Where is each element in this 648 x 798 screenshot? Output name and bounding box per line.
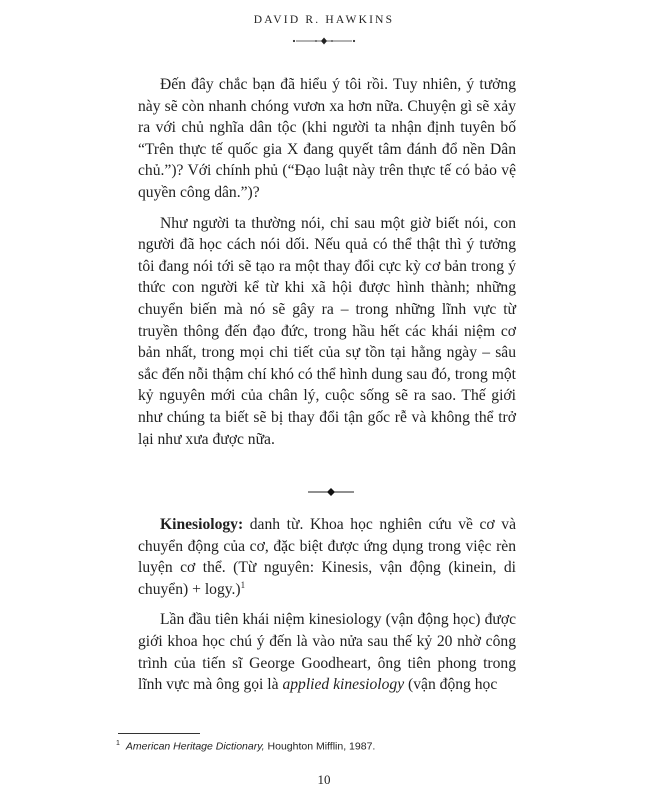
section-1-text — [138, 74, 516, 450]
paragraph-3-italic: applied kinesiology — [282, 676, 405, 694]
definition-paragraph — [138, 514, 516, 600]
definition-term: Kinesiology: — [160, 516, 244, 533]
running-head: DAVID R. HAWKINS — [253, 14, 395, 26]
page-number: 10 — [317, 772, 331, 787]
footnote-reference: 1 — [240, 579, 246, 590]
paragraph-3-text-a: Lần đầu tiên khái niệm kinesiology (vận động học) được giới khoa học chú ý đến là vào nửa sau thế kỷ 20 nhờ công trình của tiến sĩ George Goodheart, ông tiên phong trong lĩnh vực mà ông gọi là — [138, 611, 516, 694]
paragraph-1: Đến đây chắc bạn đã hiểu ý tôi rồi. Tuy nhiên, ý tưởng này sẽ còn nhanh chóng vươn xa hơn nữa. Chuyện gì sẽ xảy ra với chủ nghĩa dân tộc (khi người ta nhận định tuyên bố “Trên thực tế quốc gia X đang quyết tâm đánh đổ nền Dân chủ.”)? Với chính phủ (“Đạo luật này trên thực tế có bảo vệ quyền công dân.”)? — [138, 76, 516, 201]
paragraph-2: Như người ta thường nói, chỉ sau một giờ biết nói, con người đã học cách nói dối. Nếu quả có thể thật thì ý tưởng tôi đang nói tới sẽ tạo ra một thay đổi cực kỳ cơ bản trong ý thức con người kể từ khi xã hội được hình thành; những chuyển biến mà nó sẽ gây ra – trong những lĩnh vực từ truyền thông đến đạo đức, trong hầu hết các khái niệm cơ bản nhất, trong mọi chi tiết của sự tồn tại hằng ngày – sâu sắc đến nỗi thậm chí khó có thể hình dung sau đó, trong một kỷ nguyên mới của chân lý, cuộc sống sẽ ra sao. Thế giới như chúng ta biết sẽ bị thay đổi tận gốc rễ và không thể trở lại như xưa được nữa. — [138, 214, 516, 448]
footnote-source-rest: Houghton Mifflin, 1987. — [264, 740, 376, 753]
paragraph-3-text-b: (vận động học — [404, 676, 498, 694]
footnote — [116, 740, 536, 753]
section-2-text — [138, 514, 516, 696]
header-ornament — [292, 36, 356, 46]
section-divider-ornament — [306, 486, 356, 498]
definition-text: danh từ. Khoa học nghiên cứu về cơ và chuyển động của cơ, đặc biệt được ứng dụng trong việc rèn luyện cơ thể. (Từ nguyên: Kinesis, vận động (kinein, di chuyển) + logy.) — [138, 516, 516, 598]
footnote-mark: 1 — [116, 740, 120, 747]
paragraph-3 — [138, 609, 516, 695]
footnote-source-title: American Heritage Dictionary, — [125, 740, 265, 753]
footnote-rule — [118, 733, 200, 734]
